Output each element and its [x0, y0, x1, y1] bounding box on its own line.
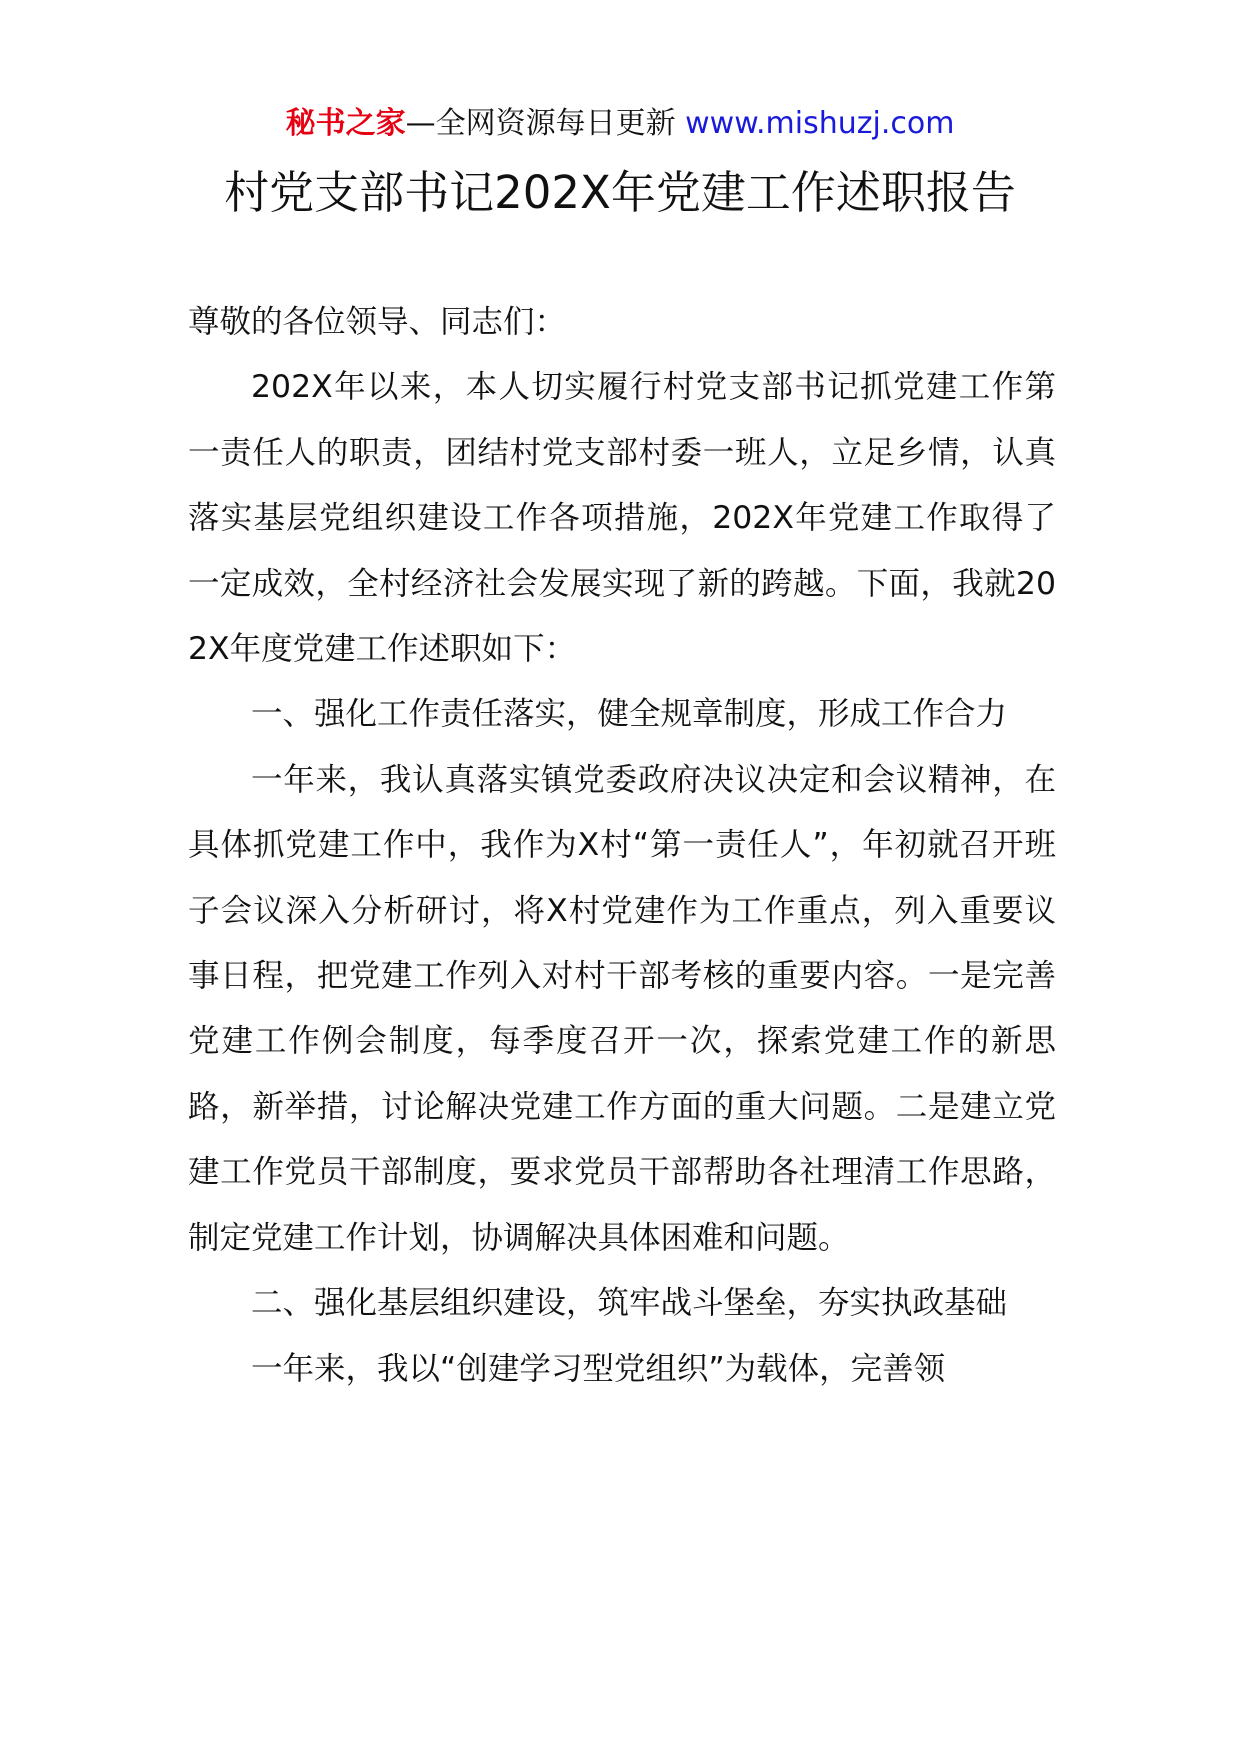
paragraph-section-1: 一年来，我认真落实镇党委政府决议决定和会议精神，在具体抓党建工作中，我作为X村“第一责任人”，年初就召开班子会议深入分析研讨，将X村党建作为工作重点，列入重要议事日程，把党建工作列入对村干部考核的重要内容。一是完善党建工作例会制度，每季度召开一次，探索党建工作的新思路，新举措，讨论解决党建工作方面的重大问题。二是建立党建工作党员干部制度，要求党员干部帮助各社理清工作思路，制定党建工作计划，协调解决具体困难和问题。	[188, 761, 1056, 1256]
brand-name: 秘书之家	[285, 106, 406, 141]
paragraph-intro: 202X年以来，本人切实履行村党支部书记抓党建工作第一责任人的职责，团结村党支部村委一班人，立足乡情，认真落实基层党组织建设工作各项措施，202X年党建工作取得了一定成效，全村经济社会发展实现了新的跨越。下面，我就202X年度党建工作述职如下：	[188, 369, 1056, 668]
site-tagline: —全网资源每日更新	[405, 106, 676, 141]
salutation: 尊敬的各位领导、同志们：	[188, 304, 567, 340]
site-header	[0, 102, 1240, 146]
section-heading-1: 一、强化工作责任落实，健全规章制度，形成工作合力	[251, 696, 1008, 733]
document-title: 村党支部书记202X年党建工作述职报告	[224, 166, 1016, 219]
paragraph-section-2: 一年来，我以“创建学习型党组织”为载体，完善领	[251, 1350, 946, 1387]
site-url-link[interactable]: www.mishuzj.com	[685, 106, 955, 141]
section-heading-2: 二、强化基层组织建设，筑牢战斗堡垒，夯实执政基础	[251, 1285, 1008, 1322]
document-body	[188, 290, 1056, 1402]
